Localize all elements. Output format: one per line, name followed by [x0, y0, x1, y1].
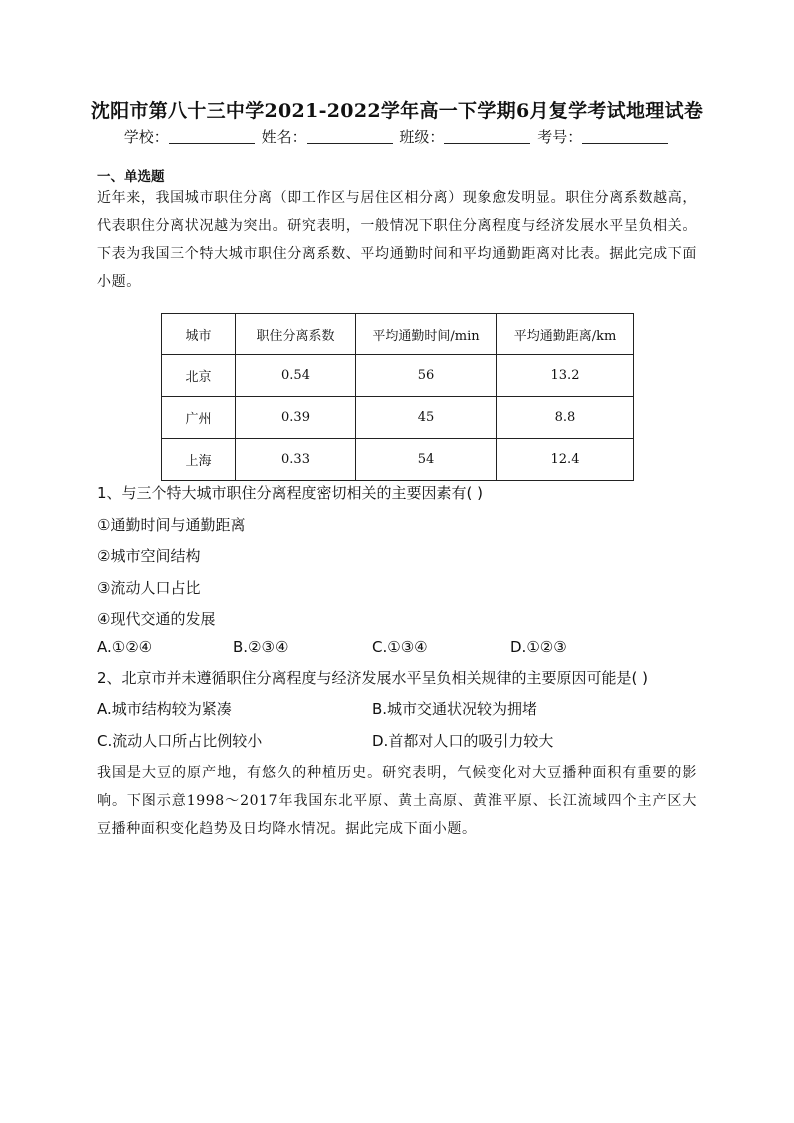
- question-1-item: ①通勤时间与通勤距离: [97, 516, 246, 534]
- question-2-option-d[interactable]: D.首都对人口的吸引力较大: [372, 732, 554, 750]
- question-1-item: ②城市空间结构: [97, 547, 201, 565]
- table-cell: 56: [356, 355, 497, 397]
- table-header-cell: 平均通勤距离/km: [497, 314, 634, 355]
- question-1-option-c[interactable]: C.①③④: [372, 638, 428, 656]
- table-row: [162, 397, 634, 439]
- table-header-row: [162, 314, 634, 355]
- table-cell: 13.2: [497, 355, 634, 397]
- table-cell: 8.8: [497, 397, 634, 439]
- table-header-cell: 职住分离系数: [236, 314, 356, 355]
- table-row: [162, 439, 634, 481]
- table-row: [162, 355, 634, 397]
- table-cell: 北京: [162, 355, 236, 397]
- school-blank: [169, 129, 255, 144]
- number-label: 考号：: [537, 128, 583, 146]
- table-header-cell: 平均通勤时间/min: [356, 314, 497, 355]
- name-label: 姓名：: [261, 128, 307, 146]
- class-blank: [444, 129, 530, 144]
- table-cell: 54: [356, 439, 497, 481]
- section-heading: 一、单选题: [97, 169, 165, 185]
- question-1-stem: 1、与三个特大城市职住分离程度密切相关的主要因素有( ): [97, 484, 484, 502]
- question-2-option-c[interactable]: C.流动人口所占比例较小: [97, 732, 263, 750]
- table-cell: 45: [356, 397, 497, 439]
- table-cell: 0.33: [236, 439, 356, 481]
- table-cell: 0.54: [236, 355, 356, 397]
- question-1-item: ④现代交通的发展: [97, 610, 216, 628]
- class-label: 班级：: [399, 128, 445, 146]
- table-cell: 广州: [162, 397, 236, 439]
- name-blank: [307, 129, 393, 144]
- question-1-option-d[interactable]: D.①②③: [510, 638, 567, 656]
- question-2-option-b[interactable]: B.城市交通状况较为拥堵: [372, 700, 538, 718]
- number-blank: [582, 129, 668, 144]
- question-1-option-b[interactable]: B.②③④: [233, 638, 289, 656]
- table-cell: 上海: [162, 439, 236, 481]
- table-cell: 0.39: [236, 397, 356, 439]
- passage-commute: 近年来，我国城市职住分离（即工作区与居住区相分离）现象愈发明显。职住分离系数越高，代表职住分离状况越为突出。研究表明，一般情况下职住分离程度与经济发展水平呈负相关。下表为我国三个特大城市职住分离系数、平均通勤时间和平均通勤距离对比表。据此完成下面小题。: [97, 190, 697, 290]
- question-2-option-a[interactable]: A.城市结构较为紧凑: [97, 700, 232, 718]
- question-1-option-a[interactable]: A.①②④: [97, 638, 153, 656]
- exam-title: 沈阳市第八十三中学2021-2022学年高一下学期6月复学考试地理试卷: [90, 100, 704, 122]
- student-info-line: [0, 126, 794, 147]
- question-2-stem: 2、北京市并未遵循职住分离程度与经济发展水平呈负相关规律的主要原因可能是( ): [97, 669, 649, 687]
- passage-soybean: 我国是大豆的原产地，有悠久的种植历史。研究表明，气候变化对大豆播种面积有重要的影响。下图示意1998～2017年我国东北平原、黄土高原、黄淮平原、长江流域四个主产区大豆播种面积变化趋势及日均降水情况。据此完成下面小题。: [97, 765, 697, 837]
- question-1-item: ③流动人口占比: [97, 579, 201, 597]
- table-cell: 12.4: [497, 439, 634, 481]
- table-header-cell: 城市: [162, 314, 236, 355]
- commute-table: [161, 313, 634, 481]
- school-label: 学校：: [123, 128, 169, 146]
